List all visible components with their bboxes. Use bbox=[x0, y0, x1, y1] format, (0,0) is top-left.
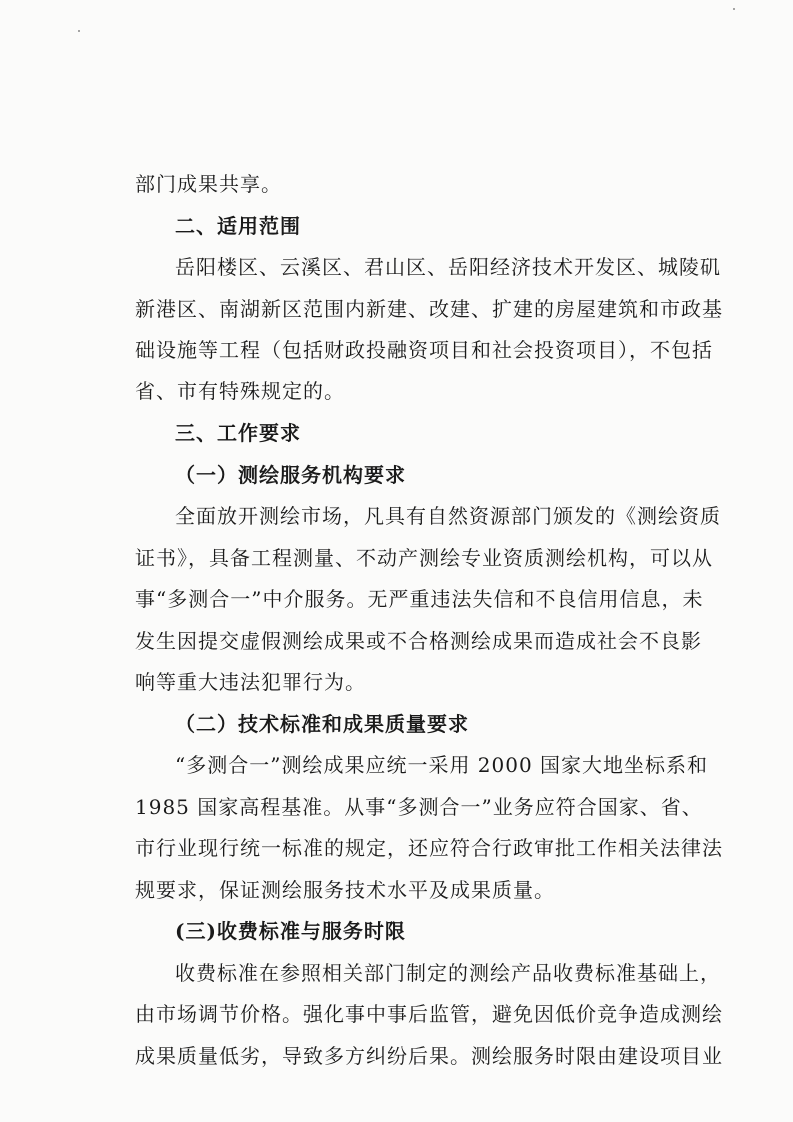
text-line: “多测合一”测绘成果应统一采用 2000 国家大地坐标系和 bbox=[175, 753, 709, 777]
subsection-heading: (三)收费标准与服务时限 bbox=[175, 919, 406, 943]
text-line: 市行业现行统一标准的规定，还应符合行政审批工作相关法律法 bbox=[135, 836, 723, 860]
text-line: 省、市有特殊规定的。 bbox=[135, 379, 345, 403]
text-line: 发生因提交虚假测绘成果或不合格测绘成果而造成社会不良影 bbox=[135, 629, 702, 653]
text-line: 岳阳楼区、云溪区、君山区、岳阳经济技术开发区、城陵矶 bbox=[175, 255, 721, 279]
section-heading: 三、工作要求 bbox=[175, 421, 301, 445]
scan-speck bbox=[733, 8, 735, 10]
text-line: 证书》，具备工程测量、不动产测绘专业资质测绘机构，可以从 bbox=[135, 546, 713, 570]
text-line: 全面放开测绘市场，凡具有自然资源部门颁发的《测绘资质 bbox=[175, 504, 721, 528]
text-line: 事“多测合一”中介服务。无严重违法失信和不良信用信息，未 bbox=[135, 587, 704, 611]
text-line: 础设施等工程（包括财政投融资项目和社会投资项目），不包括 bbox=[135, 338, 713, 362]
section-heading: 二、适用范围 bbox=[175, 214, 301, 238]
text-line: 1985 国家高程基准。从事“多测合一”业务应符合国家、省、 bbox=[135, 795, 703, 819]
text-line: 收费标准在参照相关部门制定的测绘产品收费标准基础上， bbox=[175, 961, 721, 985]
text-line: 由市场调节价格。强化事中事后监管，避免因低价竞争造成测绘 bbox=[135, 1002, 723, 1026]
text-line: 响等重大违法犯罪行为。 bbox=[135, 670, 366, 694]
text-line: 成果质量低劣，导致多方纠纷后果。测绘服务时限由建设项目业 bbox=[135, 1044, 723, 1068]
text-line: 规要求，保证测绘服务技术水平及成果质量。 bbox=[135, 878, 555, 902]
scan-speck bbox=[78, 30, 80, 32]
text-line: 新港区、南湖新区范围内新建、改建、扩建的房屋建筑和市政基 bbox=[135, 297, 723, 321]
subsection-heading: （二）技术标准和成果质量要求 bbox=[175, 712, 469, 736]
text-line: 部门成果共享。 bbox=[135, 172, 282, 196]
subsection-heading: （一）测绘服务机构要求 bbox=[175, 463, 406, 487]
